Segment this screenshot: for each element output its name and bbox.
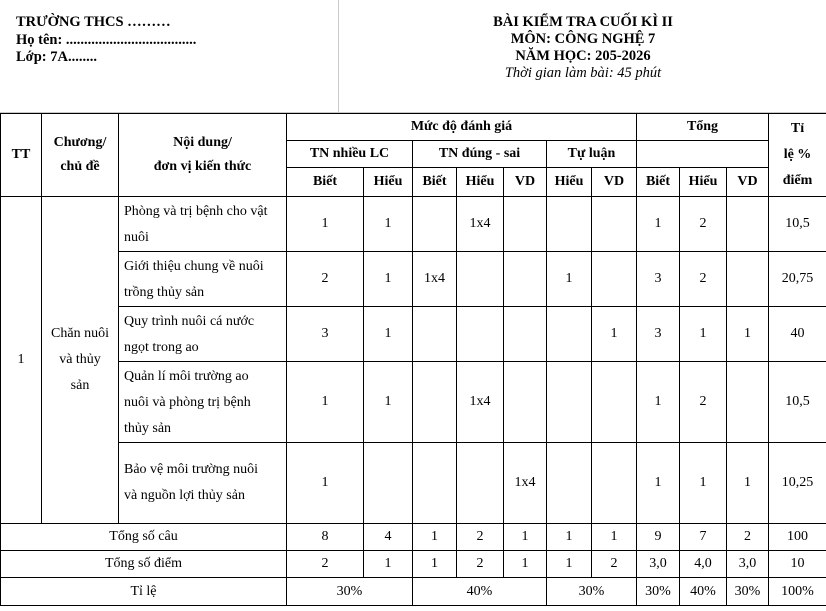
cell-essay-vd <box>592 197 637 252</box>
sub-tf-biet: Biết <box>413 168 457 197</box>
cell-total-hieu: 1 <box>680 307 727 362</box>
table-row <box>1 307 826 362</box>
ratio-row <box>1 578 826 606</box>
table-row <box>1 443 826 524</box>
total-subheader-blank <box>637 141 769 168</box>
cell-mc-biet: 3 <box>287 307 364 362</box>
time-limit: Thời gian làm bài: 45 phút <box>504 65 662 81</box>
total-points-row <box>1 551 826 578</box>
row-tt: 1 <box>1 197 42 524</box>
cell-mc-biet: 2 <box>287 252 364 307</box>
cell-ratio: 40 <box>769 307 826 362</box>
group-multiple-choice: TN nhiều LC <box>287 141 413 168</box>
total-questions-value: 8 <box>287 524 364 551</box>
cell-tf-vd: 1x4 <box>504 443 547 524</box>
table-row <box>1 362 826 443</box>
header-tt: TT <box>1 114 42 197</box>
header-assessment-level: Mức độ đánh giá <box>287 114 637 141</box>
cell-total-vd <box>727 252 769 307</box>
total-points-value: 3,0 <box>637 551 680 578</box>
sub-mc-biet: Biết <box>287 168 364 197</box>
total-points-value: 3,0 <box>727 551 769 578</box>
total-questions-value: 2 <box>457 524 504 551</box>
cell-essay-hieu <box>547 197 592 252</box>
class-field: Lớp: 7A........ <box>16 49 97 65</box>
cell-ratio: 10,25 <box>769 443 826 524</box>
sub-tf-hieu: Hiểu <box>457 168 504 197</box>
cell-tf-vd <box>504 362 547 443</box>
cell-tf-hieu <box>457 443 504 524</box>
sub-essay-hieu: Hiểu <box>547 168 592 197</box>
student-name-field: Họ tên: .................................... <box>16 32 197 48</box>
total-questions-label: Tổng số câu <box>1 524 287 551</box>
cell-tf-vd <box>504 197 547 252</box>
table-row <box>1 197 826 252</box>
total-questions-value: 100 <box>769 524 826 551</box>
total-questions-value: 2 <box>727 524 769 551</box>
total-points-value: 1 <box>364 551 413 578</box>
total-points-label: Tổng số điểm <box>1 551 287 578</box>
cell-mc-hieu <box>364 443 413 524</box>
cell-mc-hieu: 1 <box>364 307 413 362</box>
cell-tf-biet <box>413 362 457 443</box>
header-ratio: Tỉ lệ % điểm <box>769 114 826 197</box>
cell-tf-hieu <box>457 252 504 307</box>
exam-matrix-table <box>0 113 826 606</box>
total-points-value: 2 <box>592 551 637 578</box>
total-points-value: 1 <box>547 551 592 578</box>
header-content: Nội dung/ đơn vị kiến thức <box>119 114 287 197</box>
content-cell: Phòng và trị bệnh cho vật nuôi <box>119 197 287 252</box>
cell-total-biet: 3 <box>637 252 680 307</box>
cell-tf-hieu: 1x4 <box>457 197 504 252</box>
ratio-total-vd: 30% <box>727 578 769 606</box>
group-true-false: TN đúng - sai <box>413 141 547 168</box>
cell-total-biet: 1 <box>637 197 680 252</box>
cell-tf-hieu: 1x4 <box>457 362 504 443</box>
cell-tf-vd <box>504 307 547 362</box>
content-cell: Quản lí môi trường ao nuôi và phòng trị bệnh thủy sản <box>119 362 287 443</box>
cell-essay-hieu <box>547 362 592 443</box>
total-questions-value: 1 <box>504 524 547 551</box>
cell-total-hieu: 1 <box>680 443 727 524</box>
cell-mc-hieu: 1 <box>364 362 413 443</box>
cell-total-vd <box>727 362 769 443</box>
cell-total-hieu: 2 <box>680 362 727 443</box>
exam-subject: MÔN: CÔNG NGHỆ 7 <box>510 31 656 47</box>
cell-total-hieu: 2 <box>680 252 727 307</box>
cell-total-biet: 1 <box>637 443 680 524</box>
ratio-total-hieu: 40% <box>680 578 727 606</box>
student-info-block <box>0 0 339 113</box>
total-questions-value: 1 <box>592 524 637 551</box>
total-points-value: 2 <box>287 551 364 578</box>
sub-total-biet: Biết <box>637 168 680 197</box>
total-points-value: 2 <box>457 551 504 578</box>
ratio-mc: 30% <box>287 578 413 606</box>
cell-total-vd: 1 <box>727 307 769 362</box>
total-points-value: 10 <box>769 551 826 578</box>
cell-tf-vd <box>504 252 547 307</box>
sub-total-vd: VD <box>727 168 769 197</box>
cell-essay-hieu: 1 <box>547 252 592 307</box>
table-row <box>1 252 826 307</box>
cell-mc-biet: 1 <box>287 443 364 524</box>
total-questions-value: 9 <box>637 524 680 551</box>
cell-total-hieu: 2 <box>680 197 727 252</box>
ratio-grand-total: 100% <box>769 578 826 606</box>
total-points-value: 4,0 <box>680 551 727 578</box>
cell-essay-vd: 1 <box>592 307 637 362</box>
cell-mc-biet: 1 <box>287 362 364 443</box>
cell-total-vd <box>727 197 769 252</box>
total-questions-value: 1 <box>413 524 457 551</box>
total-points-value: 1 <box>413 551 457 578</box>
total-points-value: 1 <box>504 551 547 578</box>
ratio-label: Tỉ lệ <box>1 578 287 606</box>
header-total: Tổng <box>637 114 769 141</box>
school-name: TRƯỜNG THCS ……… <box>16 14 171 30</box>
cell-total-biet: 1 <box>637 362 680 443</box>
ratio-tf: 40% <box>413 578 547 606</box>
sub-tf-vd: VD <box>504 168 547 197</box>
total-questions-value: 1 <box>547 524 592 551</box>
content-cell: Bảo vệ môi trường nuôi và nguồn lợi thủy sản <box>119 443 287 524</box>
sub-mc-hieu: Hiểu <box>364 168 413 197</box>
content-cell: Quy trình nuôi cá nước ngọt trong ao <box>119 307 287 362</box>
total-questions-row <box>1 524 826 551</box>
cell-essay-hieu <box>547 307 592 362</box>
cell-mc-biet: 1 <box>287 197 364 252</box>
exam-title-block <box>340 0 826 113</box>
ratio-total-biet: 30% <box>637 578 680 606</box>
cell-tf-biet <box>413 197 457 252</box>
cell-mc-hieu: 1 <box>364 252 413 307</box>
exam-title: BÀI KIỂM TRA CUỐI KÌ II <box>493 14 673 30</box>
exam-header <box>0 0 826 113</box>
cell-total-vd: 1 <box>727 443 769 524</box>
group-essay: Tự luận <box>547 141 637 168</box>
header-chapter: Chương/ chủ đề <box>42 114 119 197</box>
cell-tf-biet <box>413 307 457 362</box>
cell-mc-hieu: 1 <box>364 197 413 252</box>
ratio-essay: 30% <box>547 578 637 606</box>
cell-essay-vd <box>592 362 637 443</box>
cell-essay-vd <box>592 252 637 307</box>
sub-total-hieu: Hiểu <box>680 168 727 197</box>
cell-ratio: 10,5 <box>769 362 826 443</box>
school-year: NĂM HỌC: 205-2026 <box>515 48 651 64</box>
cell-total-biet: 3 <box>637 307 680 362</box>
cell-tf-biet <box>413 443 457 524</box>
total-questions-value: 4 <box>364 524 413 551</box>
cell-ratio: 20,75 <box>769 252 826 307</box>
cell-essay-hieu <box>547 443 592 524</box>
cell-ratio: 10,5 <box>769 197 826 252</box>
cell-essay-vd <box>592 443 637 524</box>
cell-tf-biet: 1x4 <box>413 252 457 307</box>
content-cell: Giới thiệu chung về nuôi trồng thủy sản <box>119 252 287 307</box>
total-questions-value: 7 <box>680 524 727 551</box>
chapter-name: Chăn nuôi và thủy sản <box>42 197 119 524</box>
cell-tf-hieu <box>457 307 504 362</box>
sub-essay-vd: VD <box>592 168 637 197</box>
